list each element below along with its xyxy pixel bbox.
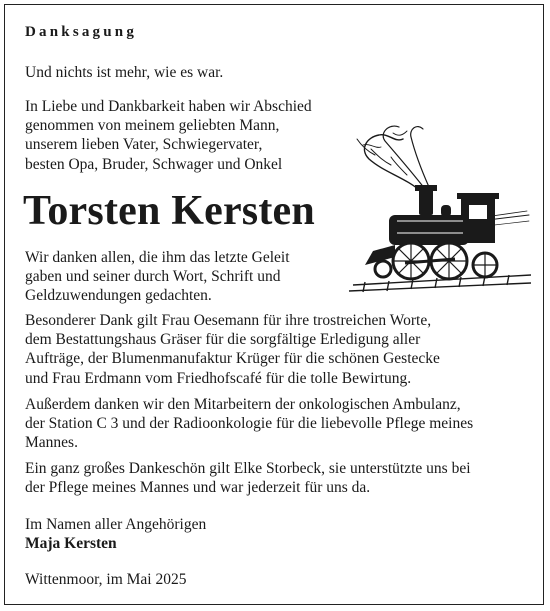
signer-name: Maja Kersten xyxy=(25,535,117,552)
thanks-text xyxy=(25,248,290,306)
farewell-line: In Liebe und Dankbarkeit haben wir Abschied xyxy=(25,98,312,115)
farewell-line: genommen von meinem geliebten Mann, xyxy=(25,117,280,135)
place-date: Wittenmoor, im Mai 2025 xyxy=(25,571,187,588)
paragraph-line: der Station C 3 und der Radioonkologie für die liebevolle Pflege meines xyxy=(25,415,474,433)
farewell-line: besten Opa, Bruder, Schwager und Onkel xyxy=(25,155,283,173)
paragraph-line: Ein ganz großes Dankeschön gilt Elke Storbeck, sie unterstützte uns bei xyxy=(25,460,471,477)
steam-locomotive-icon xyxy=(345,115,531,295)
family-line: Im Namen aller Angehörigen xyxy=(25,516,207,533)
personal-thanks-paragraph xyxy=(25,459,471,497)
staff-thanks-paragraph xyxy=(25,395,473,453)
farewell-text xyxy=(25,97,312,174)
paragraph-line: dem Bestattungshaus Gräser für die sorgfältige Erledigung aller xyxy=(25,331,421,349)
paragraph-line: und Frau Erdmann vom Friedhofscafé für die tolle Bewirtung. xyxy=(25,369,412,387)
thanks-line: gaben und seiner durch Wort, Schrift und xyxy=(25,268,281,286)
paragraph-line: Mannes. xyxy=(25,434,78,452)
special-thanks-paragraph xyxy=(25,311,440,388)
thanks-line: Wir danken allen, die ihm das letzte Geleit xyxy=(25,249,290,266)
notice-heading: Danksagung xyxy=(25,24,138,40)
paragraph-line: der Pflege meines Mannes und war jederzeit für uns da. xyxy=(25,479,371,497)
farewell-line: unserem lieben Vater, Schwiegervater, xyxy=(25,136,263,154)
deceased-name: Torsten Kersten xyxy=(23,188,315,234)
thanks-line: Geldzuwendungen gedachten. xyxy=(25,287,212,305)
paragraph-line: Außerdem danken wir den Mitarbeitern der onkologischen Ambulanz, xyxy=(25,396,461,413)
obituary-thank-you-notice xyxy=(4,4,544,605)
paragraph-line: Besonderer Dank gilt Frau Oesemann für ihre trostreichen Worte, xyxy=(25,312,432,329)
paragraph-line: Aufträge, der Blumenmanufaktur Krüger für die schönen Gestecke xyxy=(25,350,440,368)
intro-line: Und nichts ist mehr, wie es war. xyxy=(25,64,224,81)
